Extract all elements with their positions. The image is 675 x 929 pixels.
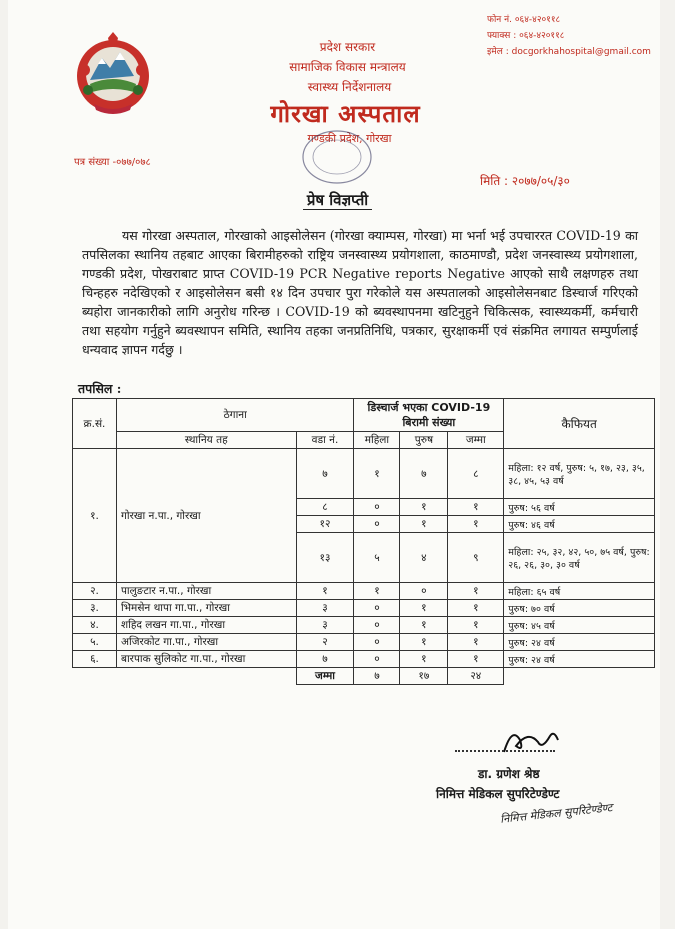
empty-cell — [73, 668, 117, 685]
cell-remarks: पुरुष: ५६ वर्ष — [504, 499, 655, 516]
cell-female: ० — [354, 634, 400, 651]
cell-remarks: पुरुष: २४ वर्ष — [504, 651, 655, 668]
cell-remarks: महिला: १२ वर्ष, पुरुष: ५, १७, २३, ३५, ३८, ४५, ५३ वर्ष — [504, 449, 655, 499]
fax-label: फ्याक्स : — [487, 31, 517, 41]
cell-total: १ — [448, 583, 504, 600]
cell-total: १ — [448, 600, 504, 617]
cell-sn: ३. — [73, 600, 117, 617]
header-discharged: डिस्चार्ज भएका COVID-19 बिरामी संख्या — [354, 399, 504, 432]
signature-line — [455, 750, 555, 752]
total-all: २४ — [448, 668, 504, 685]
cell-total: ८ — [448, 449, 504, 499]
empty-cell — [116, 668, 296, 685]
header-province-govt: प्रदेश सरकार — [319, 40, 376, 54]
reference-number: पत्र संख्या -०७७/०७८ — [74, 157, 151, 168]
phone-label: फोन नं. — [487, 15, 512, 25]
cell-remarks: पुरुष: ४५ वर्ष — [504, 617, 655, 634]
cell-ward: ३ — [296, 600, 354, 617]
header-local-level: स्थानिय तह — [116, 432, 296, 449]
cell-total: १ — [448, 651, 504, 668]
header-directorate: स्वास्थ्य निर्देशनालय — [307, 80, 392, 94]
table-header-row — [73, 399, 655, 432]
cell-total: ९ — [448, 533, 504, 583]
header-ward: वडा नं. — [296, 432, 354, 449]
cell-remarks: पुरुष: ४६ वर्ष — [504, 516, 655, 533]
cell-total: १ — [448, 499, 504, 516]
discharge-table — [72, 398, 655, 685]
cell-local: बारपाक सुलिकोट गा.पा., गोरखा — [116, 651, 296, 668]
cell-sn: ४. — [73, 617, 117, 634]
signatory-title: निमित्त मेडिकल सुपरिटेण्डेण्ट — [436, 787, 560, 801]
letter-date: मिति : २०७७/०५/३० — [480, 174, 570, 188]
total-label: जम्मा — [296, 668, 354, 685]
total-male: १७ — [400, 668, 448, 685]
header-hospital-name: गोरखा अस्पताल — [270, 99, 421, 128]
cell-female: ५ — [354, 533, 400, 583]
signature-stamp: निमित्त मेडिकल सुपरिटेण्डेण्ट — [499, 801, 613, 826]
header-male: पुरुष — [400, 432, 448, 449]
cell-remarks: महिला: ६५ वर्ष — [504, 583, 655, 600]
cell-sn: ५. — [73, 634, 117, 651]
table-row — [73, 651, 655, 668]
table-row — [73, 583, 655, 600]
cell-sn: ६. — [73, 651, 117, 668]
table-row — [73, 634, 655, 651]
cell-total: १ — [448, 516, 504, 533]
round-office-stamp — [300, 128, 374, 186]
cell-local: गोरखा न.पा., गोरखा — [116, 449, 296, 583]
header-sn: क्र.सं. — [73, 399, 117, 449]
total-female: ७ — [354, 668, 400, 685]
cell-male: १ — [400, 600, 448, 617]
cell-male: ० — [400, 583, 448, 600]
cell-male: ७ — [400, 449, 448, 499]
email-value: docgorkhahospital@gmail.com — [511, 47, 651, 57]
body-paragraph: यस गोरखा अस्पताल, गोरखाको आइसोलेसन (गोरखा क्याम्पस, गोरखा) मा भर्ना भई उपचाररत COVID-19 का तपसिलका स्थानिय तहबाट आएका बिरामीहरुको राष्ट्रिय जनस्वास्थ्य प्रयोगशाला, काठमाण्डौ, प्रदेश जनस्वास्थ्य प्रयोगशाला, गण्डकी प्रदेश, पोखराबाट प्राप्त COVID-19 PCR Negative reports Negative आएको साथै लक्षणहरु तथा चिन्हहरु नदेखिएको र आइसोलेसन बसी १४ दिन उपचार पुरा गरेकोले यस अस्पतालको आइसोलेसनबाट डिस्चार्ज गरिएको ब्यहोरा जानकारीको लागि अनुरोध गरिन्छ । COVID-19 को ब्यवस्थापनमा खटिनुहुने चिकित्सक, स्वास्थ्यकर्मी, कर्मचारी तथा सहयोग गर्नुहुने ब्यवस्थापन समिति, स्थानिय तहका जनप्रतिनिधि, पत्रकार, सुरक्षाकर्मी एवं संक्रमित लगायत सम्पुर्णलाई धन्यवाद ज्ञापन गर्दछु । — [82, 228, 638, 357]
cell-ward: ७ — [296, 651, 354, 668]
header-total: जम्मा — [448, 432, 504, 449]
cell-female: ० — [354, 499, 400, 516]
cell-ward: ८ — [296, 499, 354, 516]
table-total-row — [73, 668, 655, 685]
header-ministry: सामाजिक विकास मन्त्रालय — [289, 60, 406, 74]
cell-male: १ — [400, 499, 448, 516]
header-address: ठेगाना — [116, 399, 354, 432]
tapasil-heading: तपसिल : — [78, 381, 122, 396]
handwritten-signature — [498, 722, 562, 762]
cell-male: ४ — [400, 533, 448, 583]
cell-male: १ — [400, 634, 448, 651]
cell-ward: १२ — [296, 516, 354, 533]
table-row — [73, 617, 655, 634]
email-label: इमेल : — [487, 47, 509, 57]
cell-remarks: पुरुष: ७० वर्ष — [504, 600, 655, 617]
cell-local: शहिद लखन गा.पा., गोरखा — [116, 617, 296, 634]
header-remarks: कैफियत — [504, 399, 655, 449]
press-release-title — [0, 190, 675, 210]
header-female: महिला — [354, 432, 400, 449]
empty-cell — [504, 668, 655, 685]
cell-female: १ — [354, 583, 400, 600]
cell-total: १ — [448, 617, 504, 634]
cell-sn: १. — [73, 449, 117, 583]
cell-total: १ — [448, 634, 504, 651]
cell-remarks: महिला: २५, ३२, ४२, ५०, ७५ वर्ष, पुरुष: २६, २६, ३०, ३० वर्ष — [504, 533, 655, 583]
contact-phone — [487, 12, 657, 25]
cell-male: १ — [400, 516, 448, 533]
cell-ward: १ — [296, 583, 354, 600]
cell-female: ० — [354, 617, 400, 634]
signatory-name: डा. ग्रणेश श्रेष्ठ — [478, 767, 540, 781]
header-address: गण्डकी प्रदेश, गोरखा — [307, 132, 392, 145]
table-row — [73, 600, 655, 617]
cell-female: ० — [354, 600, 400, 617]
title-text: प्रेष विज्ञप्ती — [303, 191, 372, 210]
cell-ward: ७ — [296, 449, 354, 499]
cell-ward: २ — [296, 634, 354, 651]
phone-value: ०६४-४२०११८ — [514, 15, 561, 25]
cell-female: ० — [354, 516, 400, 533]
cell-female: १ — [354, 449, 400, 499]
cell-remarks: पुरुष: २४ वर्ष — [504, 634, 655, 651]
cell-female: ० — [354, 651, 400, 668]
cell-local: पालुङटार न.पा., गोरखा — [116, 583, 296, 600]
fax-value: ०६४-४२०११८ — [519, 31, 565, 41]
cell-sn: २. — [73, 583, 117, 600]
cell-male: १ — [400, 651, 448, 668]
cell-ward: ३ — [296, 617, 354, 634]
table-row — [73, 449, 655, 499]
cell-male: १ — [400, 617, 448, 634]
cell-local: अजिरकोट गा.पा., गोरखा — [116, 634, 296, 651]
cell-local: भिमसेन थापा गा.पा., गोरखा — [116, 600, 296, 617]
cell-ward: १३ — [296, 533, 354, 583]
